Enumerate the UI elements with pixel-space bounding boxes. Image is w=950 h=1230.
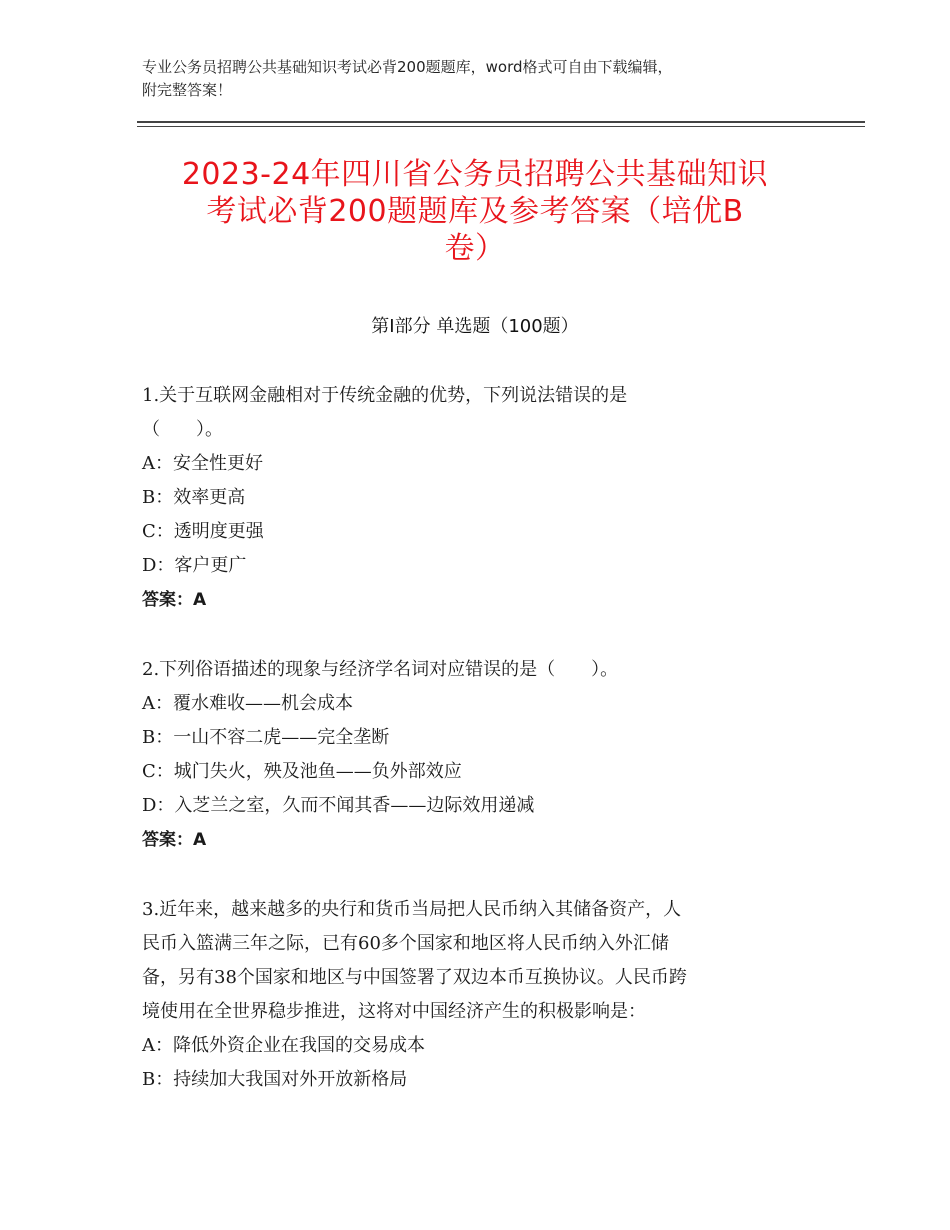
option-c: C：城门失火，殃及池鱼——负外部效应: [142, 761, 462, 782]
option-b: B：一山不容二虎——完全垄断: [142, 727, 390, 748]
option-c: C：透明度更强: [142, 521, 264, 542]
option-a: A：覆水难收——机会成本: [142, 693, 353, 714]
option-a: A：降低外资企业在我国的交易成本: [142, 1035, 425, 1056]
title-line-3: 卷）: [444, 231, 506, 266]
document-title: [120, 156, 830, 267]
question-1: [142, 379, 808, 617]
question-stem: （ ）。: [142, 419, 223, 440]
question-stem: 备，另有38个国家和地区与中国签署了双边本币互换协议。人民币跨: [142, 967, 687, 988]
option-b: B：持续加大我国对外开放新格局: [142, 1069, 408, 1090]
answer: 答案：A: [142, 590, 207, 610]
question-2: [142, 653, 808, 857]
question-3: [142, 893, 808, 1097]
question-stem: 境使用在全世界稳步推进，这将对中国经济产生的积极影响是：: [142, 1001, 646, 1022]
title-line-1: 2023-24年四川省公务员招聘公共基础知识: [181, 157, 769, 192]
header-line-2: 附完整答案！: [142, 81, 233, 99]
question-stem: 2.下列俗语描述的现象与经济学名词对应错误的是（ ）。: [142, 659, 619, 680]
question-stem: 民币入篮满三年之际，已有60多个国家和地区将人民币纳入外汇储: [142, 933, 669, 954]
question-stem: 1.关于互联网金融相对于传统金融的优势，下列说法错误的是: [142, 385, 628, 406]
header-divider: [137, 121, 865, 123]
header-divider-thin: [137, 126, 865, 127]
question-stem: 3.近年来，越来越多的央行和货币当局把人民币纳入其储备资产，人: [142, 899, 682, 920]
option-b: B：效率更高: [142, 487, 246, 508]
page-header: [142, 56, 822, 102]
section-heading: 第Ⅰ部分 单选题（100题）: [371, 316, 579, 337]
header-line-1: 专业公务员招聘公共基础知识考试必背200题题库，word格式可自由下载编辑，: [142, 58, 673, 76]
title-line-2: 考试必背200题题库及参考答案（培优B: [206, 194, 744, 229]
option-d: D：客户更广: [142, 555, 247, 576]
answer: 答案：A: [142, 830, 207, 850]
option-a: A：安全性更好: [142, 453, 263, 474]
option-d: D：入芝兰之室，久而不闻其香——边际效用递减: [142, 795, 535, 816]
